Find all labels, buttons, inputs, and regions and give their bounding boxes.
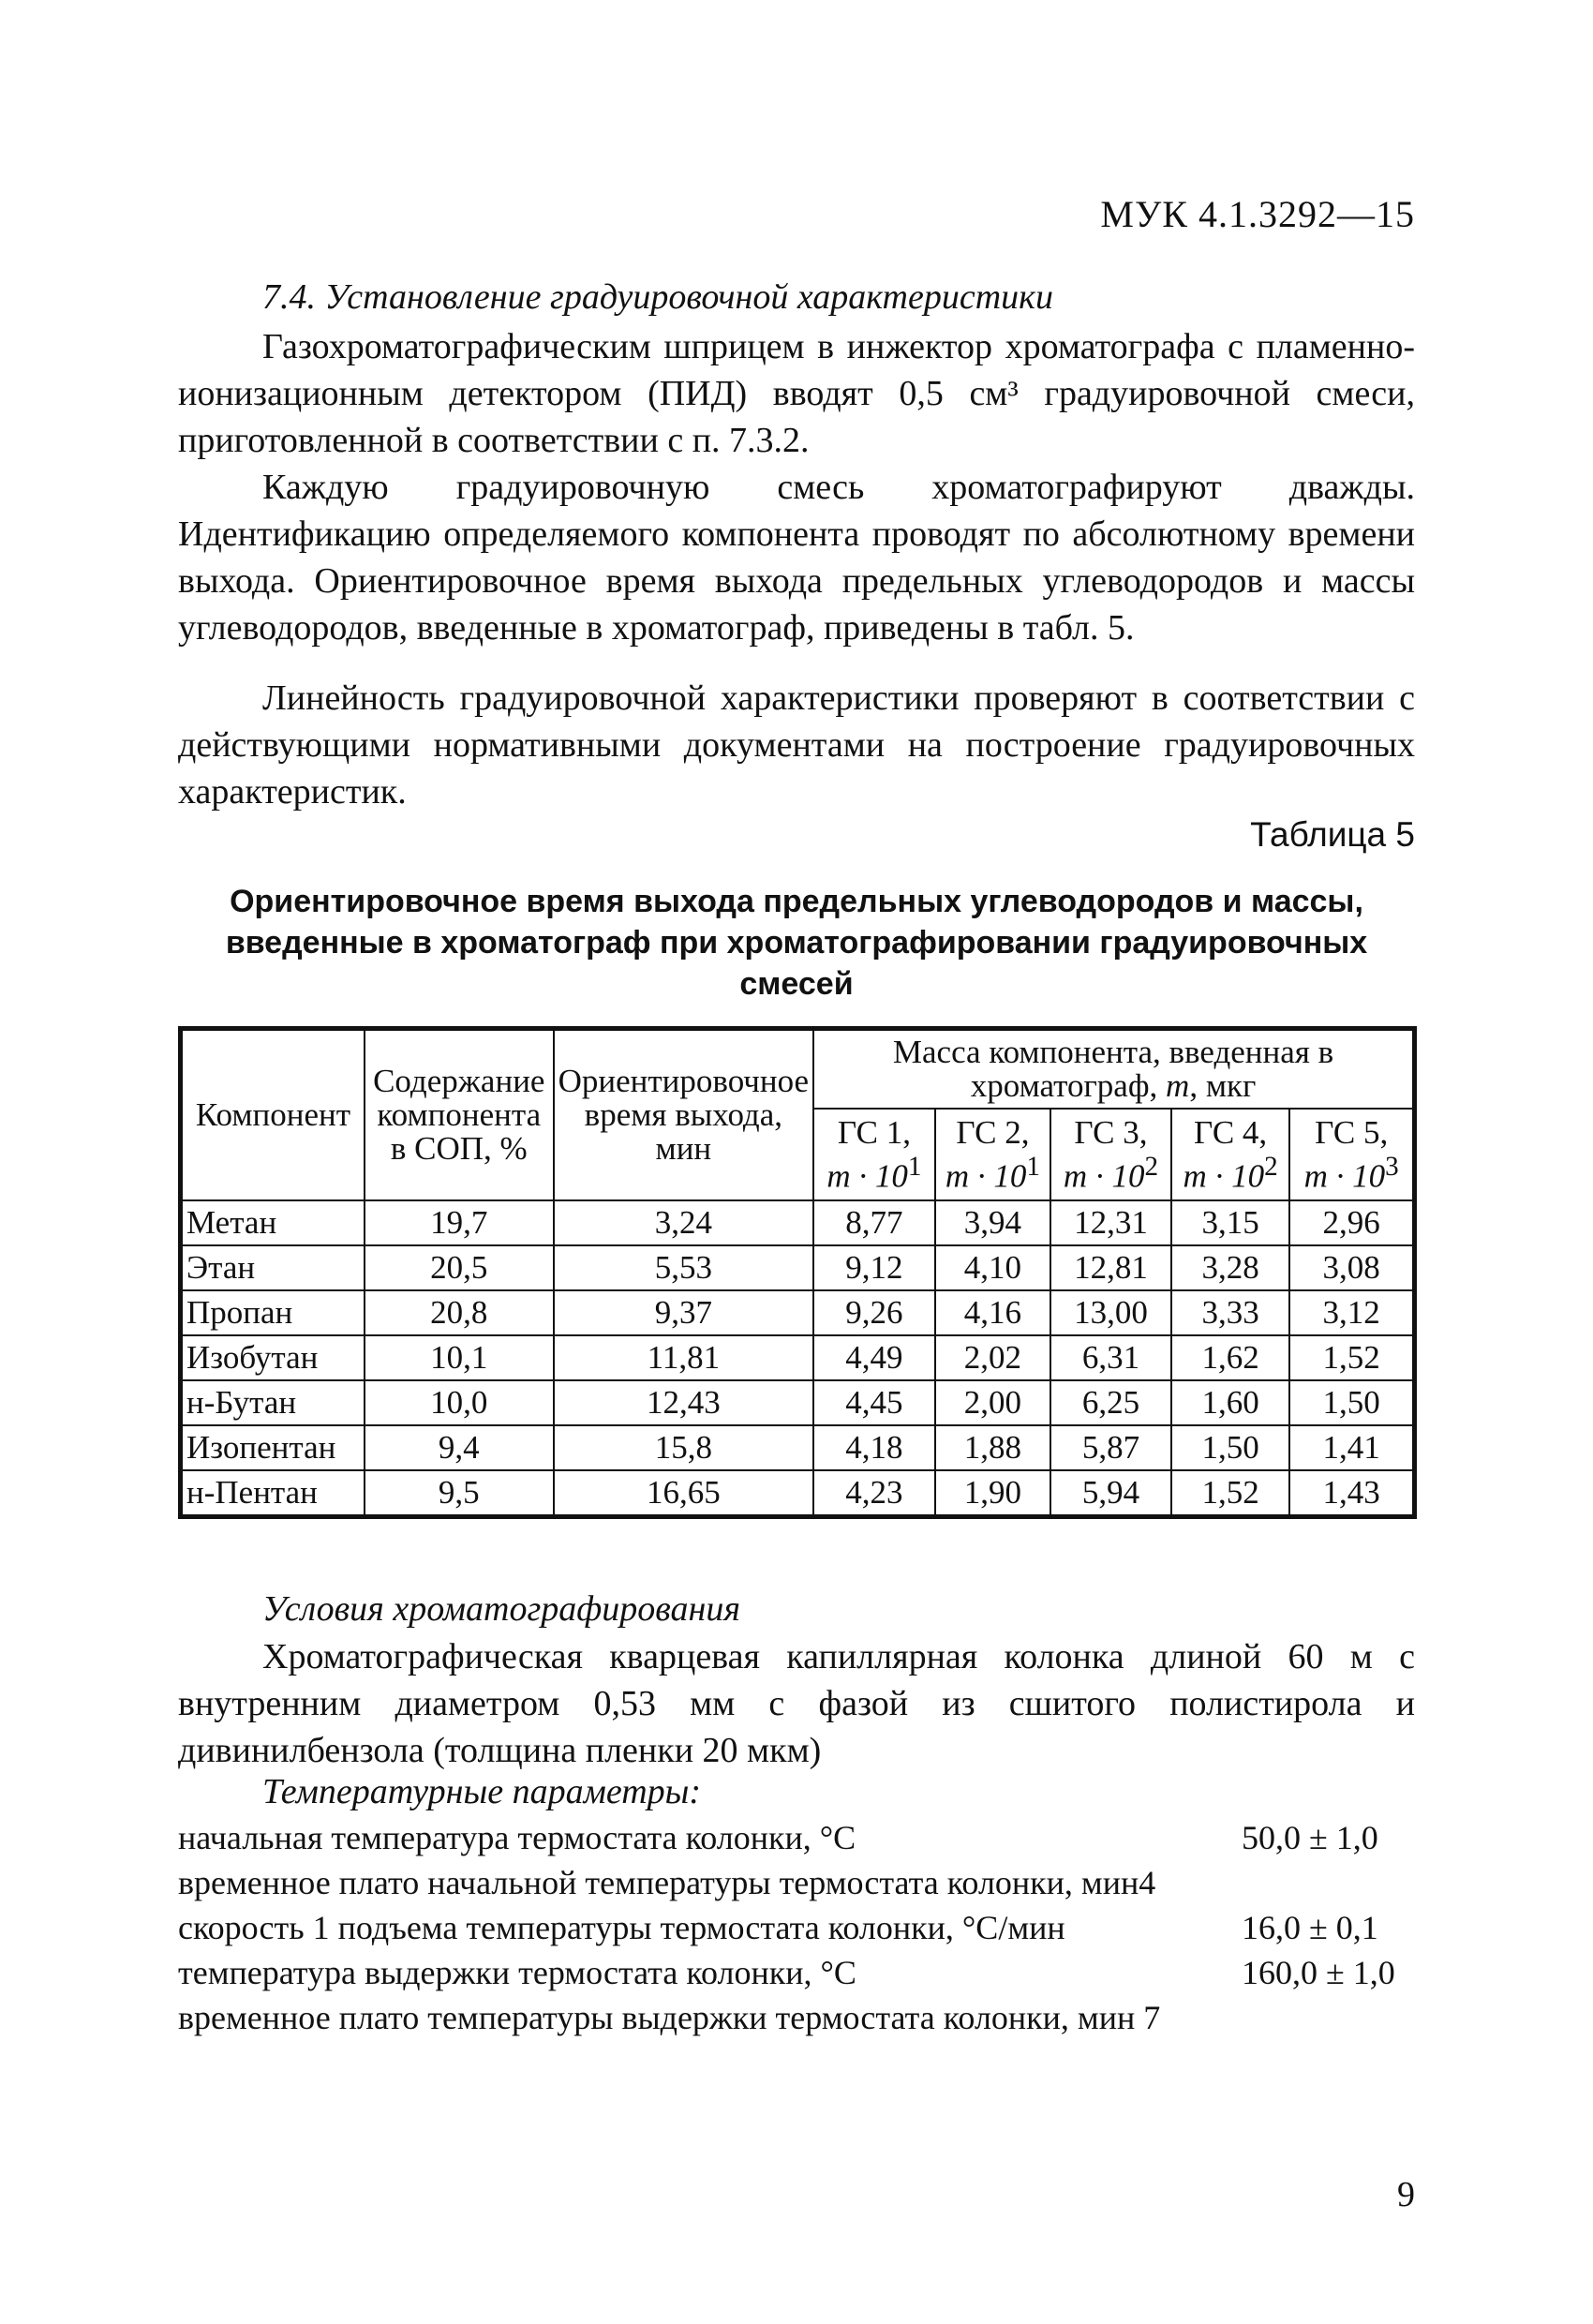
table-caption: Ориентировочное время выхода предельных углеводородов и массы, введенные в хроматограф при хроматографировании градуировочных смесей bbox=[225, 884, 1368, 1002]
cell-gs2: 2,02 bbox=[935, 1335, 1050, 1380]
gs-2-exp: 1 bbox=[1026, 1151, 1040, 1182]
mass-group-unit: , мкг bbox=[1189, 1067, 1257, 1104]
paragraph-3 bbox=[178, 675, 1415, 815]
table-row bbox=[181, 1290, 1415, 1335]
table-row bbox=[181, 1245, 1415, 1290]
cell-gs1: 4,45 bbox=[813, 1380, 935, 1425]
cell-time: 9,37 bbox=[554, 1290, 813, 1335]
cell-gs1: 4,18 bbox=[813, 1425, 935, 1470]
gs-3-factor: m · 10 bbox=[1063, 1157, 1145, 1195]
cell-gs2: 4,16 bbox=[935, 1290, 1050, 1335]
cell-component: Этан bbox=[181, 1245, 365, 1290]
gs-3-exp: 2 bbox=[1144, 1151, 1159, 1182]
cell-content: 20,5 bbox=[365, 1245, 554, 1290]
cell-gs5: 1,50 bbox=[1289, 1380, 1414, 1425]
cell-gs1: 8,77 bbox=[813, 1200, 935, 1245]
cell-gs3: 13,00 bbox=[1050, 1290, 1171, 1335]
data-table bbox=[178, 1026, 1417, 1519]
param-row bbox=[178, 1815, 1415, 1860]
cell-gs4: 1,62 bbox=[1171, 1335, 1290, 1380]
cell-gs3: 6,25 bbox=[1050, 1380, 1171, 1425]
gs-2-factor: m · 10 bbox=[945, 1157, 1027, 1195]
cell-gs5: 3,12 bbox=[1289, 1290, 1414, 1335]
cell-gs4: 3,15 bbox=[1171, 1200, 1290, 1245]
param-label: температура выдержки термостата колонки, °С bbox=[178, 1954, 856, 1991]
param-value: 7 bbox=[1143, 1999, 1161, 2036]
cell-time: 16,65 bbox=[554, 1470, 813, 1517]
cell-gs3: 12,81 bbox=[1050, 1245, 1171, 1290]
header-component: Компонент bbox=[181, 1029, 365, 1201]
cell-gs1: 4,49 bbox=[813, 1335, 935, 1380]
cell-gs3: 6,31 bbox=[1050, 1335, 1171, 1380]
gs-4-factor: m · 10 bbox=[1183, 1157, 1265, 1195]
temperature-params-title: Температурные параметры: bbox=[262, 1772, 702, 1811]
conditions-text: Хроматографическая кварцевая капиллярная колонка длиной 60 м с внутренним диаметром 0,53 мм с фазой из сшитого полистирола и дивинилбензола (толщина пленки 20 мкм) bbox=[178, 1637, 1415, 1770]
cell-content: 19,7 bbox=[365, 1200, 554, 1245]
cell-gs3: 5,94 bbox=[1050, 1470, 1171, 1517]
param-row bbox=[178, 1995, 1415, 2040]
cell-component: н-Пентан bbox=[181, 1470, 365, 1517]
cell-gs5: 2,96 bbox=[1289, 1200, 1414, 1245]
param-value: 50,0 ± 1,0 bbox=[1242, 1819, 1378, 1856]
cell-gs4: 3,28 bbox=[1171, 1245, 1290, 1290]
paragraph-1 bbox=[178, 323, 1415, 464]
section-title: 7.4. Установление градуировочной характеристики bbox=[262, 277, 1053, 317]
param-label: начальная температура термостата колонки, °С bbox=[178, 1819, 856, 1856]
param-label: временное плато температуры выдержки термостата колонки, мин bbox=[178, 1999, 1136, 2036]
gs-1-factor: m · 10 bbox=[826, 1157, 908, 1195]
cell-gs1: 9,26 bbox=[813, 1290, 935, 1335]
param-value: 16,0 ± 0,1 bbox=[1242, 1909, 1378, 1946]
gs-5-exp: 3 bbox=[1385, 1151, 1399, 1182]
gs-4-name: ГС 4, bbox=[1194, 1113, 1268, 1151]
cell-gs1: 4,23 bbox=[813, 1470, 935, 1517]
cell-component: н-Бутан bbox=[181, 1380, 365, 1425]
param-label: скорость 1 подъема температуры термостата колонки, °С/мин bbox=[178, 1909, 1065, 1946]
cell-content: 20,8 bbox=[365, 1290, 554, 1335]
table-row bbox=[181, 1470, 1415, 1517]
cell-gs2: 3,94 bbox=[935, 1200, 1050, 1245]
cell-component: Изопентан bbox=[181, 1425, 365, 1470]
header-gs-1 bbox=[813, 1109, 935, 1200]
temperature-params-list bbox=[178, 1815, 1415, 2040]
cell-gs4: 1,52 bbox=[1171, 1470, 1290, 1517]
mass-group-symbol: m bbox=[1166, 1067, 1190, 1104]
header-gs-4 bbox=[1171, 1109, 1290, 1200]
param-value: 160,0 ± 1,0 bbox=[1242, 1954, 1395, 1991]
header-gs-3 bbox=[1050, 1109, 1171, 1200]
cell-gs2: 4,10 bbox=[935, 1245, 1050, 1290]
param-label: временное плато начальной температуры термостата колонки, мин bbox=[178, 1864, 1139, 1901]
gs-5-factor: m · 10 bbox=[1303, 1157, 1386, 1195]
cell-component: Изобутан bbox=[181, 1335, 365, 1380]
header-gs-5 bbox=[1289, 1109, 1414, 1200]
cell-time: 5,53 bbox=[554, 1245, 813, 1290]
param-row bbox=[178, 1950, 1415, 1995]
header-mass-group bbox=[813, 1029, 1414, 1110]
cell-gs5: 1,43 bbox=[1289, 1470, 1414, 1517]
cell-component: Метан bbox=[181, 1200, 365, 1245]
cell-gs2: 2,00 bbox=[935, 1380, 1050, 1425]
cell-gs3: 5,87 bbox=[1050, 1425, 1171, 1470]
cell-content: 10,1 bbox=[365, 1335, 554, 1380]
paragraph-2 bbox=[178, 464, 1415, 651]
cell-gs5: 3,08 bbox=[1289, 1245, 1414, 1290]
document-code: МУК 4.1.3292—15 bbox=[1100, 193, 1415, 235]
cell-gs4: 1,50 bbox=[1171, 1425, 1290, 1470]
table-label: Таблица 5 bbox=[1250, 815, 1415, 854]
header-content: Содержание компонента в СОП, % bbox=[365, 1029, 554, 1201]
gs-3-name: ГС 3, bbox=[1074, 1113, 1148, 1151]
mass-group-prefix: Масса компонента, введенная в хроматограф, bbox=[892, 1034, 1334, 1104]
cell-gs4: 3,33 bbox=[1171, 1290, 1290, 1335]
cell-time: 15,8 bbox=[554, 1425, 813, 1470]
cell-time: 3,24 bbox=[554, 1200, 813, 1245]
cell-time: 11,81 bbox=[554, 1335, 813, 1380]
cell-gs2: 1,88 bbox=[935, 1425, 1050, 1470]
header-time: Ориентировочное время выхода, мин bbox=[554, 1029, 813, 1201]
param-row bbox=[178, 1905, 1415, 1950]
table-row bbox=[181, 1200, 1415, 1245]
cell-gs3: 12,31 bbox=[1050, 1200, 1171, 1245]
cell-gs5: 1,52 bbox=[1289, 1335, 1414, 1380]
cell-content: 9,4 bbox=[365, 1425, 554, 1470]
gs-2-name: ГС 2, bbox=[956, 1113, 1030, 1151]
paragraph-3-text: Линейность градуировочной характеристики проверяют в соответствии с действующими нормативными документами на построение градуировочных характеристик. bbox=[178, 678, 1415, 812]
cell-content: 9,5 bbox=[365, 1470, 554, 1517]
gs-5-name: ГС 5, bbox=[1315, 1113, 1389, 1151]
table-row bbox=[181, 1335, 1415, 1380]
gs-1-exp: 1 bbox=[907, 1151, 922, 1182]
cell-gs2: 1,90 bbox=[935, 1470, 1050, 1517]
cell-gs4: 1,60 bbox=[1171, 1380, 1290, 1425]
gs-1-name: ГС 1, bbox=[837, 1113, 911, 1151]
param-value: 4 bbox=[1139, 1864, 1156, 1901]
table-row bbox=[181, 1380, 1415, 1425]
header-gs-2 bbox=[935, 1109, 1050, 1200]
paragraph-2-text: Каждую градуировочную смесь хроматографируют дважды. Идентификацию определяемого компонента проводят по абсолютному времени выхода. Ориентировочное время выхода предельных углеводородов и массы углеводородов, введенные в хроматограф, приведены в табл. 5. bbox=[178, 468, 1415, 648]
page-number: 9 bbox=[1397, 2175, 1415, 2214]
cell-gs5: 1,41 bbox=[1289, 1425, 1414, 1470]
param-row bbox=[178, 1860, 1415, 1905]
cell-component: Пропан bbox=[181, 1290, 365, 1335]
cell-gs1: 9,12 bbox=[813, 1245, 935, 1290]
gs-4-exp: 2 bbox=[1264, 1151, 1278, 1182]
conditions-paragraph bbox=[178, 1633, 1415, 1774]
paragraph-1-text: Газохроматографическим шприцем в инжектор хроматографа с пламенно-ионизационным детектором (ПИД) вводят 0,5 см³ градуировочной смеси, приготовленной в соответствии с п. 7.3.2. bbox=[178, 327, 1415, 460]
cell-time: 12,43 bbox=[554, 1380, 813, 1425]
conditions-title: Условия хроматографирования bbox=[262, 1589, 741, 1629]
cell-content: 10,0 bbox=[365, 1380, 554, 1425]
table-row bbox=[181, 1425, 1415, 1470]
